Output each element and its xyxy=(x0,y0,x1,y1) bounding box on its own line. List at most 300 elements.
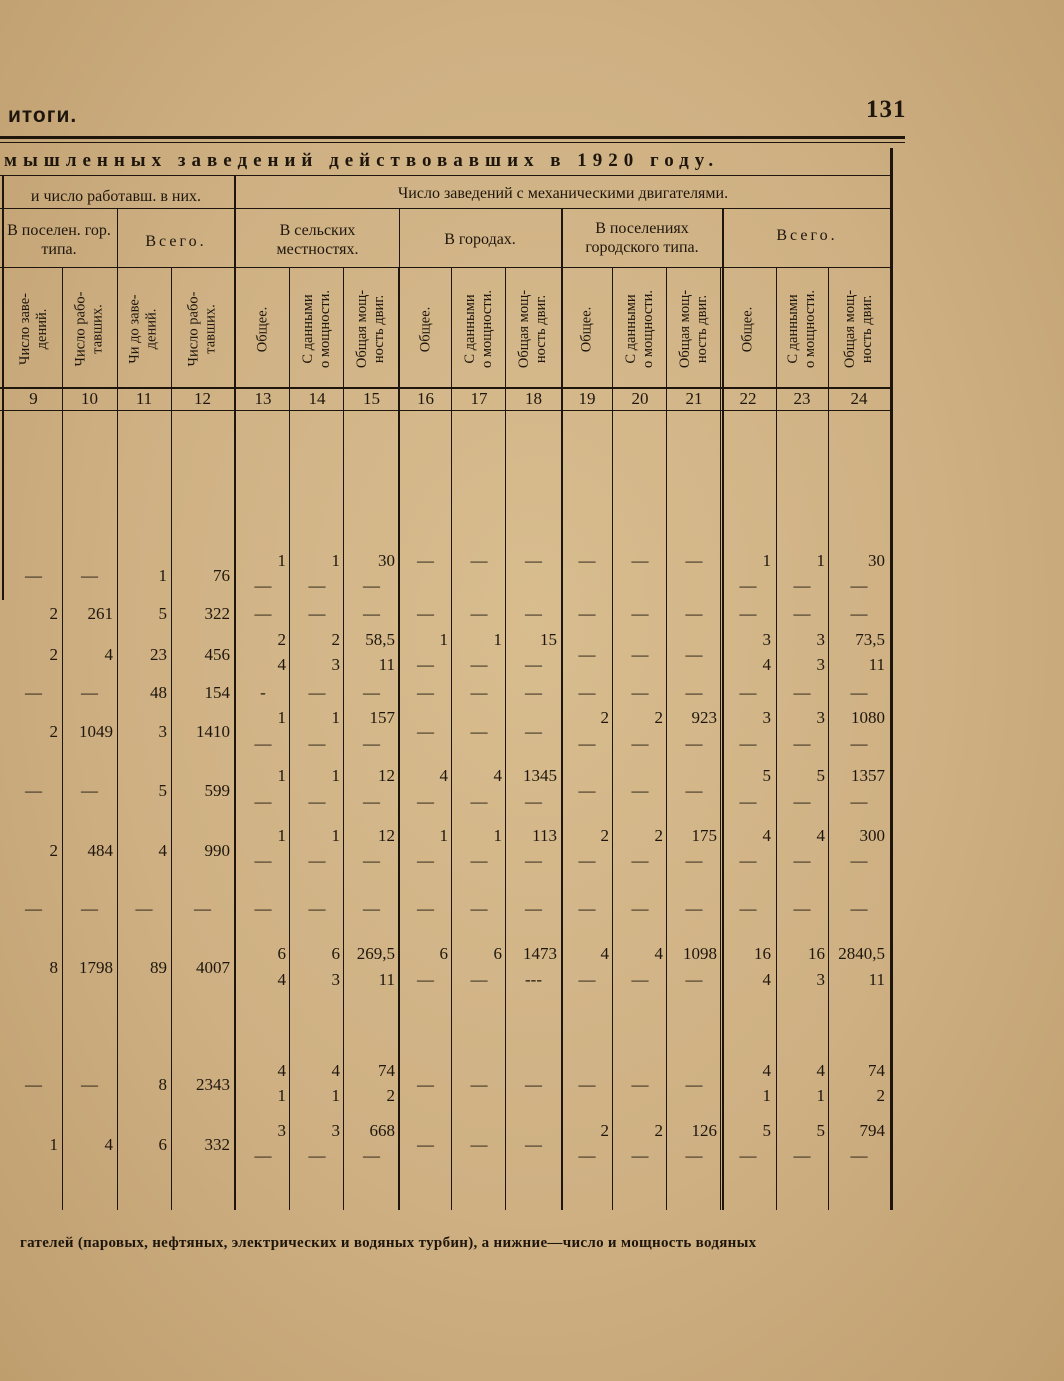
table-cell: 2 xyxy=(600,826,609,845)
table-cell: 1 xyxy=(331,1086,340,1105)
column-header xyxy=(118,270,170,388)
table-cell: — xyxy=(739,792,757,811)
column-number: 16 xyxy=(417,389,434,408)
table-cell: — xyxy=(194,899,211,918)
column-number: 10 xyxy=(81,389,98,408)
table-cell: 1080 xyxy=(851,708,885,727)
table-cell: 1 xyxy=(493,630,502,649)
table-cell: 12 xyxy=(378,826,395,845)
table-cell: — xyxy=(793,851,811,870)
table-cell: — xyxy=(254,576,272,595)
table-cell: — xyxy=(470,1075,488,1094)
table-cell: — xyxy=(81,683,98,702)
table-cell: — xyxy=(685,734,703,753)
table-cell: — xyxy=(363,851,380,870)
table-cell: 4 xyxy=(762,655,771,674)
column-number: 14 xyxy=(308,389,326,408)
running-head: итоги. xyxy=(8,104,78,127)
table-cell: 668 xyxy=(369,1121,395,1140)
table-cell: — xyxy=(363,604,380,623)
table-cell: — xyxy=(417,899,434,918)
column-header xyxy=(562,270,612,388)
table-cell: — xyxy=(578,604,596,623)
table-cell: — xyxy=(470,722,488,741)
table-cell: — xyxy=(578,851,596,870)
table-cell: 30 xyxy=(378,551,395,570)
number-rule xyxy=(0,410,890,411)
column-header xyxy=(453,270,505,388)
table-cell: 4 xyxy=(439,766,448,785)
table-cell: 4 xyxy=(654,944,663,963)
table-cell: 89 xyxy=(150,958,167,977)
column-header xyxy=(291,270,343,388)
table-cell: 2 xyxy=(331,630,340,649)
table-cell: 3 xyxy=(816,708,825,727)
table-cell: 16 xyxy=(754,944,771,963)
table-cell: — xyxy=(793,1146,811,1165)
table-cell: 2343 xyxy=(196,1075,230,1094)
table-cell: — xyxy=(417,655,434,674)
column-header xyxy=(507,270,560,388)
table-cell: — xyxy=(685,551,703,570)
table-cell: — xyxy=(578,781,596,800)
table-cell: 4 xyxy=(762,1061,771,1080)
table-cell: — xyxy=(470,792,488,811)
table-cell: — xyxy=(308,734,326,753)
table-cell: — xyxy=(308,899,326,918)
vertical-rule xyxy=(289,268,290,1210)
table-cell: — xyxy=(685,899,703,918)
column-header xyxy=(172,270,233,388)
column-header-label: Общее. xyxy=(739,306,756,352)
header-mech-group: Число заведений с механическими двигателями. xyxy=(397,185,729,202)
table-cell: — xyxy=(793,734,811,753)
table-cell: — xyxy=(631,1075,649,1094)
table-cell: 15 xyxy=(540,630,557,649)
table-cell: — xyxy=(25,683,42,702)
table-cell: 2 xyxy=(49,645,58,664)
column-header xyxy=(400,270,451,388)
table-cell: — xyxy=(631,851,649,870)
table-cell: — xyxy=(363,899,380,918)
table-cell: 3 xyxy=(816,655,825,674)
table-cell: — xyxy=(631,1146,649,1165)
table-cell: 113 xyxy=(532,826,557,845)
table-cell: — xyxy=(850,792,868,811)
table-cell: 4 xyxy=(277,970,286,989)
vertical-rule xyxy=(666,268,667,1210)
table-cell: 3 xyxy=(331,1121,340,1140)
table-cell: — xyxy=(308,604,326,623)
table-cell: 4 xyxy=(158,841,167,860)
table-cell: — xyxy=(631,781,649,800)
table-cell: 4 xyxy=(104,645,113,664)
table-cell: 990 xyxy=(204,841,230,860)
table-cell: — xyxy=(631,734,649,753)
table-cell: 1345 xyxy=(523,766,557,785)
table-cell: — xyxy=(525,899,542,918)
table-cell: — xyxy=(578,899,596,918)
table-cell: — xyxy=(417,1075,434,1094)
column-header xyxy=(830,270,888,388)
table-cell: 4 xyxy=(277,1061,286,1080)
table-cell: — xyxy=(631,683,649,702)
table-cell: — xyxy=(470,851,488,870)
column-number: 24 xyxy=(850,389,868,408)
table-cell: 157 xyxy=(369,708,395,727)
table-cell: — xyxy=(525,551,542,570)
table-cell: 23 xyxy=(150,645,167,664)
column-number: 20 xyxy=(631,389,649,408)
table-cell: 11 xyxy=(378,970,395,989)
column-header-label: Общая мощ- ность двиг. xyxy=(354,289,388,369)
table-cell: 1 xyxy=(331,708,340,727)
table-cell: — xyxy=(850,851,868,870)
column-header-label: Число рабо- тавших. xyxy=(72,291,106,367)
table-cell: — xyxy=(739,576,757,595)
table-cell: 2 xyxy=(876,1086,885,1105)
table-cell: — xyxy=(793,683,811,702)
table-cell: 1 xyxy=(816,551,825,570)
table-cell: 3 xyxy=(158,722,167,741)
column-header-label: Число заве- дений. xyxy=(16,293,50,365)
table-cell: 1 xyxy=(158,566,167,585)
table-cell: 175 xyxy=(691,826,717,845)
table-cell: 1 xyxy=(762,551,771,570)
table-cell: — xyxy=(631,645,649,664)
table-cell: — xyxy=(739,1146,757,1165)
table-cell: 332 xyxy=(204,1135,230,1154)
table-cell: — xyxy=(470,683,488,702)
table-cell: — xyxy=(417,1135,434,1154)
table-cell: 794 xyxy=(859,1121,885,1140)
table-cell: — xyxy=(308,792,326,811)
table-cell: — xyxy=(254,899,272,918)
column-header-label: С данными о мощности. xyxy=(623,290,656,368)
table-cell: — xyxy=(308,576,326,595)
table-cell: — xyxy=(685,645,703,664)
title-rule xyxy=(0,175,890,176)
table-cell: — xyxy=(254,604,272,623)
table-cell: — xyxy=(417,604,434,623)
table-cell: 4 xyxy=(493,766,502,785)
column-number: 18 xyxy=(525,389,542,408)
column-header xyxy=(614,270,666,388)
table-cell: 1 xyxy=(439,630,448,649)
table-title: мышленных заведений действовавших в 1920 году. xyxy=(4,150,720,171)
table-cell: — xyxy=(739,683,757,702)
table-cell: 2 xyxy=(386,1086,395,1105)
column-header xyxy=(237,270,289,388)
table-cell: — xyxy=(25,781,42,800)
table-cell: 154 xyxy=(204,683,230,702)
table-cell: — xyxy=(525,683,542,702)
table-cell: — xyxy=(363,792,380,811)
table-cell: 456 xyxy=(204,645,230,664)
table-cell: 1 xyxy=(493,826,502,845)
table-cell: 73,5 xyxy=(855,630,885,649)
table-cell: — xyxy=(363,576,380,595)
vertical-rule xyxy=(505,268,506,1210)
table-cell: 1 xyxy=(277,551,286,570)
top-rule-thin xyxy=(0,142,905,143)
column-header xyxy=(776,270,828,388)
table-cell: 4007 xyxy=(196,958,230,977)
table-cell: — xyxy=(363,1146,380,1165)
column-number: 22 xyxy=(739,389,757,408)
column-header-label: С данными о мощности. xyxy=(462,290,495,368)
column-number: 23 xyxy=(793,389,811,408)
table-cell: 1 xyxy=(762,1086,771,1105)
page-number: 131 xyxy=(866,96,907,123)
table-cell: 1 xyxy=(277,826,286,845)
table-cell: 2 xyxy=(654,1121,663,1140)
table-cell: 2 xyxy=(654,826,663,845)
vertical-rule xyxy=(890,148,893,1210)
table-cell: 4 xyxy=(600,944,609,963)
table-cell: 261 xyxy=(87,604,113,623)
vertical-rule xyxy=(828,268,829,1210)
table-cell: — xyxy=(470,655,488,674)
table-cell: 2 xyxy=(600,1121,609,1140)
table-cell: — xyxy=(739,851,757,870)
table-cell: — xyxy=(685,970,703,989)
column-number: 9 xyxy=(29,389,38,408)
table-cell: — xyxy=(578,1146,596,1165)
table-cell: — xyxy=(254,734,272,753)
table-cell: 4 xyxy=(816,826,825,845)
table-cell: 126 xyxy=(691,1121,717,1140)
table-cell: 30 xyxy=(868,551,885,570)
table-cell: — xyxy=(525,792,542,811)
table-cell: 3 xyxy=(816,630,825,649)
table-cell: — xyxy=(631,899,649,918)
table-cell: — xyxy=(25,899,42,918)
table-cell: — xyxy=(739,734,757,753)
table-cell: 6 xyxy=(331,944,340,963)
table-cell: 2 xyxy=(49,841,58,860)
table-cell: 5 xyxy=(158,781,167,800)
table-cell: 2 xyxy=(277,630,286,649)
table-cell: — xyxy=(578,1075,596,1094)
table-cell: — xyxy=(685,781,703,800)
table-cell: — xyxy=(578,970,596,989)
header-town: В поселениях городского типа. xyxy=(585,220,699,256)
table-cell: — xyxy=(254,792,272,811)
header-posel: В поселен. гор. типа. xyxy=(7,222,111,258)
table-cell: — xyxy=(470,1135,488,1154)
table-cell: — xyxy=(525,604,542,623)
table-cell: — xyxy=(850,576,868,595)
table-cell: 1 xyxy=(277,1086,286,1105)
table-cell: — xyxy=(739,899,757,918)
table-cell: 6 xyxy=(493,944,502,963)
column-header-label: Общая мощ- ность двиг. xyxy=(516,289,550,369)
vertical-rule xyxy=(720,268,721,1210)
table-cell: 3 xyxy=(331,970,340,989)
vertical-rule xyxy=(612,268,613,1210)
table-cell: 4 xyxy=(104,1135,113,1154)
table-cell: — xyxy=(470,899,488,918)
column-header-label: Число рабо- тавших. xyxy=(185,291,219,367)
table-cell: 8 xyxy=(158,1075,167,1094)
table-cell: 1 xyxy=(439,826,448,845)
table-cell: — xyxy=(81,781,98,800)
table-cell: — xyxy=(254,851,272,870)
table-cell: — xyxy=(525,655,542,674)
column-header xyxy=(668,270,720,388)
table-cell: 74 xyxy=(868,1061,885,1080)
table-cell: — xyxy=(850,734,868,753)
footnote: гателей (паровых, нефтяных, электрических и водяных турбин), а нижние—число и мощность водяных xyxy=(20,1235,757,1251)
subgroup-rule xyxy=(0,267,890,268)
column-number: 17 xyxy=(470,389,488,408)
table-cell: --- xyxy=(525,970,542,989)
table-cell: — xyxy=(793,576,811,595)
vertical-rule xyxy=(117,209,118,268)
table-cell: — xyxy=(793,604,811,623)
table-cell: — xyxy=(631,551,649,570)
table-cell: — xyxy=(685,1146,703,1165)
table-cell: — xyxy=(631,604,649,623)
table-cell: — xyxy=(417,722,434,741)
table-cell: 1 xyxy=(331,766,340,785)
table-cell: 8 xyxy=(49,958,58,977)
table-cell: — xyxy=(417,683,434,702)
table-cell: — xyxy=(81,899,98,918)
table-cell: — xyxy=(525,1135,542,1154)
table-cell: — xyxy=(578,645,596,664)
table-cell: — xyxy=(417,551,434,570)
table-cell: 1 xyxy=(277,766,286,785)
column-header-label: Чи до заве- дений. xyxy=(127,294,161,364)
table-cell: 5 xyxy=(816,766,825,785)
table-cell: 599 xyxy=(204,781,230,800)
column-header xyxy=(6,270,61,388)
table-cell: — xyxy=(470,970,488,989)
table-cell: 76 xyxy=(213,566,230,585)
table-cell: 11 xyxy=(868,970,885,989)
table-cell: 484 xyxy=(87,841,113,860)
table-cell: 1 xyxy=(49,1135,58,1154)
table-cell: 5 xyxy=(762,766,771,785)
column-header-label: С данными о мощности. xyxy=(300,290,333,368)
table-cell: 1410 xyxy=(196,722,230,741)
table-cell: — xyxy=(685,604,703,623)
table-cell: — xyxy=(135,899,153,918)
table-cell: — xyxy=(685,1075,703,1094)
table-cell: 269,5 xyxy=(356,944,395,963)
table-cell: 1 xyxy=(277,708,286,727)
table-cell: — xyxy=(25,1075,42,1094)
group-rule xyxy=(0,208,890,209)
table-cell: 5 xyxy=(762,1121,771,1140)
table-cell: — xyxy=(308,851,326,870)
table-cell: 6 xyxy=(158,1135,167,1154)
column-number: 13 xyxy=(254,389,272,408)
table-cell: — xyxy=(254,1146,272,1165)
table-cell: 2 xyxy=(654,708,663,727)
vertical-rule xyxy=(343,268,344,1210)
header-rural: В сельских местностях. xyxy=(276,222,359,258)
table-cell: 2 xyxy=(49,722,58,741)
table-cell: — xyxy=(470,604,488,623)
table-cell: — xyxy=(793,899,811,918)
table-cell: 2 xyxy=(49,604,58,623)
vertical-rule xyxy=(234,176,236,1210)
table-cell: 322 xyxy=(204,604,230,623)
column-number: 11 xyxy=(135,389,153,408)
table-cell: — xyxy=(685,683,703,702)
table-cell: 1098 xyxy=(683,944,717,963)
table-cell: 4 xyxy=(277,655,286,674)
table-cell: 923 xyxy=(691,708,717,727)
column-header-label: С данными о мощности. xyxy=(785,290,818,368)
table-cell: 48 xyxy=(150,683,167,702)
table-cell: 4 xyxy=(331,1061,340,1080)
table-cell: 5 xyxy=(158,604,167,623)
column-header-label: Общая мощ- ность двиг. xyxy=(842,289,876,369)
table-cell: 1798 xyxy=(79,958,113,977)
table-cell: 4 xyxy=(816,1061,825,1080)
table-cell: 2 xyxy=(600,708,609,727)
table-cell: 1 xyxy=(331,551,340,570)
column-header xyxy=(63,270,116,388)
table-cell: — xyxy=(631,970,649,989)
table-cell: 3 xyxy=(331,655,340,674)
top-rule xyxy=(0,136,905,139)
table-cell: — xyxy=(739,604,757,623)
table-cell: 1 xyxy=(816,1086,825,1105)
column-number: 21 xyxy=(685,389,703,408)
table-cell: 5 xyxy=(816,1121,825,1140)
table-cell: — xyxy=(850,604,868,623)
table-cell: — xyxy=(525,851,542,870)
table-cell: — xyxy=(793,792,811,811)
table-cell: — xyxy=(363,734,380,753)
table-cell: - xyxy=(260,683,266,702)
column-header xyxy=(722,270,774,388)
table-cell: 3 xyxy=(762,630,771,649)
table-cell: 74 xyxy=(378,1061,395,1080)
vertical-rule xyxy=(451,268,452,1210)
table-cell: — xyxy=(417,970,434,989)
table-cell: 2840,5 xyxy=(838,944,885,963)
table-cell: 1357 xyxy=(851,766,885,785)
table-cell: 300 xyxy=(859,826,885,845)
table-cell: — xyxy=(25,566,42,585)
table-cell: 1049 xyxy=(79,722,113,741)
column-header-label: Общее. xyxy=(416,306,433,352)
table-cell: — xyxy=(417,851,434,870)
column-number: 19 xyxy=(578,389,596,408)
vertical-rule xyxy=(399,209,400,1210)
vertical-rule xyxy=(3,209,4,268)
table-cell: — xyxy=(470,551,488,570)
table-cell: 11 xyxy=(868,655,885,674)
header-city: В городах. xyxy=(444,231,516,248)
table-cell: 1 xyxy=(331,826,340,845)
table-cell: — xyxy=(308,1146,326,1165)
table-cell: — xyxy=(308,683,326,702)
table-cell: — xyxy=(525,722,542,741)
column-number: 15 xyxy=(363,389,380,408)
column-header-label: Общее. xyxy=(578,306,595,352)
table-cell: — xyxy=(81,1075,98,1094)
table-cell: 6 xyxy=(439,944,448,963)
table-cell: — xyxy=(525,1075,542,1094)
table-cell: — xyxy=(363,683,380,702)
